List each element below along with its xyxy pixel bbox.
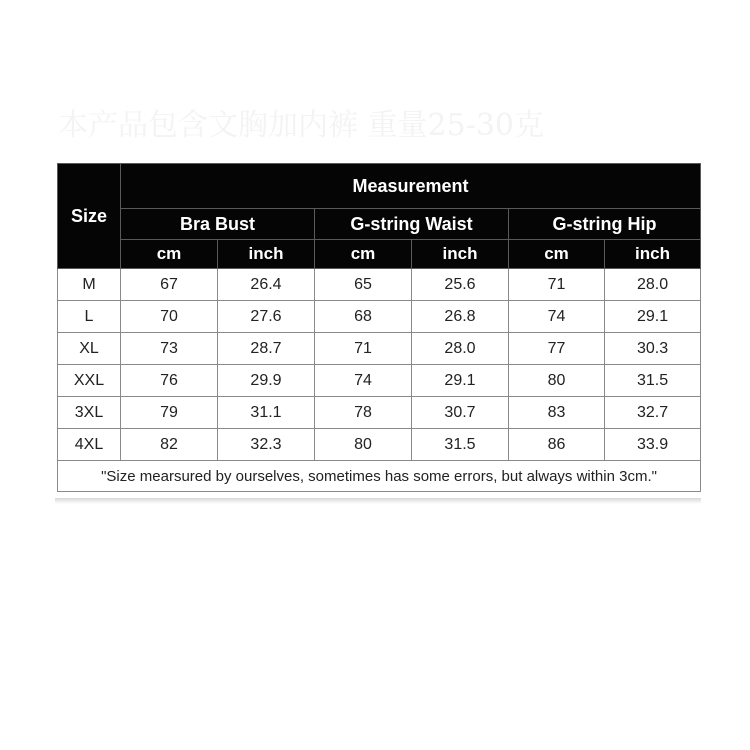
table-cell: 74	[509, 301, 605, 333]
table-cell: 31.1	[218, 397, 315, 429]
table-cell: 30.3	[605, 333, 701, 365]
group-header-gstring-hip: G-string Hip	[509, 209, 701, 240]
table-row	[58, 333, 701, 365]
size-label: 4XL	[58, 429, 121, 461]
table-cell: 68	[315, 301, 412, 333]
table-cell: 29.9	[218, 365, 315, 397]
table-cell: 31.5	[412, 429, 509, 461]
table-row	[58, 429, 701, 461]
table-cell: 77	[509, 333, 605, 365]
table-cell: 30.7	[412, 397, 509, 429]
table-cell: 33.9	[605, 429, 701, 461]
table-cell: 26.8	[412, 301, 509, 333]
table-cell: 76	[121, 365, 218, 397]
size-label: XXL	[58, 365, 121, 397]
group-header-gstring-waist: G-string Waist	[315, 209, 509, 240]
table-cell: 80	[509, 365, 605, 397]
unit-header: inch	[412, 240, 509, 269]
size-label: 3XL	[58, 397, 121, 429]
table-cell: 65	[315, 269, 412, 301]
size-label: M	[58, 269, 121, 301]
table-cell: 67	[121, 269, 218, 301]
measurement-note: "Size mearsured by ourselves, sometimes has some errors, but always within 3cm."	[58, 461, 701, 492]
table-cell: 71	[509, 269, 605, 301]
table-cell: 78	[315, 397, 412, 429]
table-cell: 73	[121, 333, 218, 365]
table-cell: 80	[315, 429, 412, 461]
table-cell: 32.3	[218, 429, 315, 461]
product-weight-title: 本产品包含文胸加内裤 重量25-30克	[58, 108, 545, 143]
table-row	[58, 301, 701, 333]
table-cell: 31.5	[605, 365, 701, 397]
table-cell: 32.7	[605, 397, 701, 429]
table-cell: 26.4	[218, 269, 315, 301]
size-chart-table	[57, 163, 701, 492]
table-cell: 28.7	[218, 333, 315, 365]
table-row	[58, 365, 701, 397]
size-label: L	[58, 301, 121, 333]
table-cell: 82	[121, 429, 218, 461]
table-cell: 86	[509, 429, 605, 461]
table-row	[58, 269, 701, 301]
table-cell: 79	[121, 397, 218, 429]
table-cell: 83	[509, 397, 605, 429]
table-shadow	[55, 498, 701, 504]
table-cell: 71	[315, 333, 412, 365]
table-cell: 28.0	[605, 269, 701, 301]
unit-header: cm	[121, 240, 218, 269]
table-cell: 29.1	[412, 365, 509, 397]
group-header-bra-bust: Bra Bust	[121, 209, 315, 240]
unit-header: inch	[605, 240, 701, 269]
unit-header: cm	[509, 240, 605, 269]
table-cell: 74	[315, 365, 412, 397]
table-cell: 27.6	[218, 301, 315, 333]
table-cell: 25.6	[412, 269, 509, 301]
unit-header: inch	[218, 240, 315, 269]
table-cell: 70	[121, 301, 218, 333]
note-row	[58, 461, 701, 492]
size-label: XL	[58, 333, 121, 365]
table-cell: 29.1	[605, 301, 701, 333]
unit-header: cm	[315, 240, 412, 269]
table-cell: 28.0	[412, 333, 509, 365]
measurement-header: Measurement	[121, 164, 701, 209]
size-header: Size	[58, 164, 121, 269]
table-row	[58, 397, 701, 429]
